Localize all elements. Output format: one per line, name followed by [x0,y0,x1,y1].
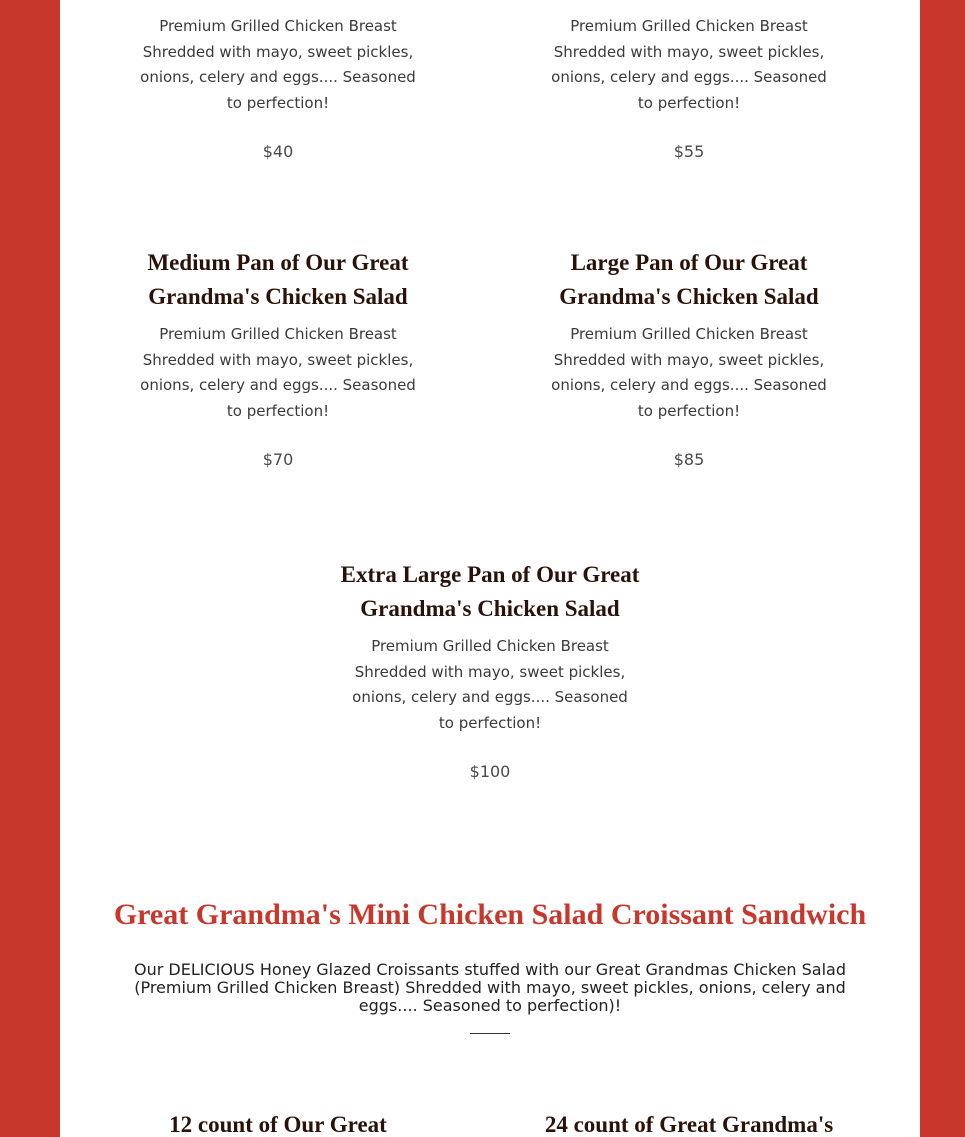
menu-item-title: 24 count of Great Grandma's [544,1112,834,1137]
menu-item-description: Premium Grilled Chicken Breast Shredded with mayo, sweet pickles, onions, celery and eggs.... Seasoned to perfection! [551,325,827,421]
menu-item-price: $40 [262,141,294,161]
menu-item-description: Premium Grilled Chicken Breast Shredded with mayo, sweet pickles, onions, celery and eggs.... Seasoned to perfection! [551,17,827,113]
section-divider [470,1033,510,1034]
menu-item-price: $100 [469,761,511,781]
menu-item-description: Premium Grilled Chicken Breast Shredded with mayo, sweet pickles, onions, celery and eggs.... Seasoned to perfection! [140,17,416,113]
menu-item-description: Premium Grilled Chicken Breast Shredded with mayo, sweet pickles, onions, celery and eggs.... Seasoned to perfection! [352,637,628,733]
menu-page [60,0,920,1137]
menu-item-title: Medium Pan of Our Great Grandma's Chicken Salad [147,250,409,309]
menu-item-title: Extra Large Pan of Our Great Grandma's Chicken Salad [340,562,640,621]
menu-item-large-pan [539,246,839,469]
menu-item-title: Large Pan of Our Great Grandma's Chicken Salad [559,250,819,309]
menu-item-12-count [128,1108,428,1137]
menu-item-price: $55 [673,141,705,161]
menu-item-price: $70 [262,449,294,469]
menu-item-medium-pan [128,246,428,469]
menu-item-description: Premium Grilled Chicken Breast Shredded with mayo, sweet pickles, onions, celery and eggs.... Seasoned to perfection! [140,325,416,421]
menu-item-price: $85 [673,449,705,469]
menu-item-extra-large-pan [340,558,640,781]
menu-item-regular-pan [539,14,839,161]
menu-item-24-count [539,1108,839,1137]
menu-item-small-pan [128,14,428,161]
menu-item-title: 12 count of Our Great [169,1112,387,1137]
section-title: Great Grandma's Mini Chicken Salad Croissant Sandwich [113,898,867,931]
section-description: Our DELICIOUS Honey Glazed Croissants stuffed with our Great Grandmas Chicken Salad (Premium Grilled Chicken Breast) Shredded with mayo, sweet pickles, onions, celery and eggs.... Seasoned to perfection)! [133,960,847,1015]
